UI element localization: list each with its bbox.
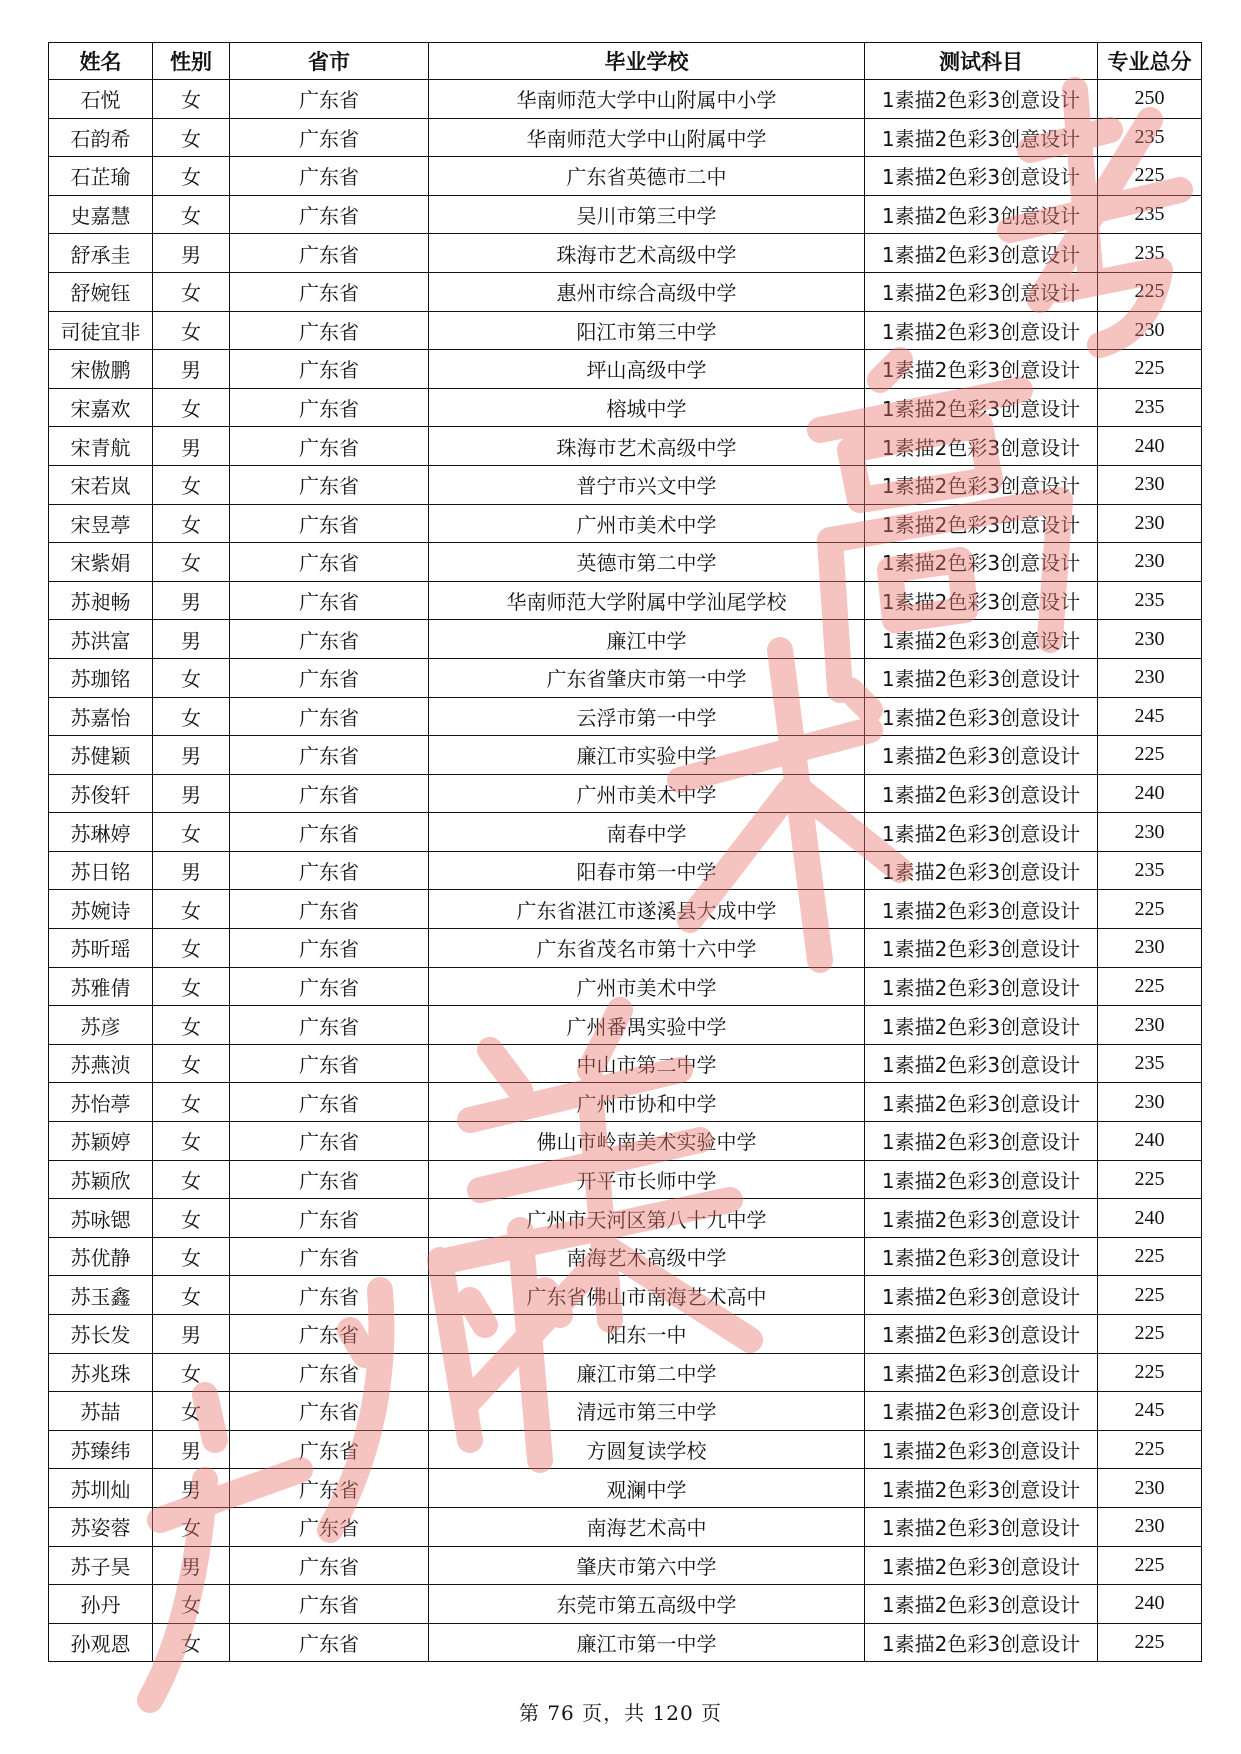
cell-name: 舒婉钰: [49, 272, 153, 311]
cell-province: 广东省: [230, 157, 429, 196]
table-row: [49, 1006, 1202, 1045]
cell-province: 广东省: [230, 1122, 429, 1161]
cell-province: 广东省: [230, 80, 429, 119]
cell-subjects: 1素描2色彩3创意设计: [865, 543, 1098, 582]
table-row: [49, 1507, 1202, 1546]
cell-subjects: 1素描2色彩3创意设计: [865, 1469, 1098, 1508]
cell-school: 南海艺术高级中学: [429, 1237, 865, 1276]
cell-total-score: 235: [1098, 234, 1202, 273]
cell-name: 苏雅倩: [49, 967, 153, 1006]
cell-province: 广东省: [230, 1430, 429, 1469]
cell-school: 普宁市兴文中学: [429, 465, 865, 504]
cell-subjects: 1素描2色彩3创意设计: [865, 1507, 1098, 1546]
cell-total-score: 230: [1098, 1469, 1202, 1508]
table-row: [49, 1199, 1202, 1238]
column-header-subjects: 测试科目: [865, 43, 1098, 80]
page-number: 第 76 页，共 120 页: [518, 1701, 723, 1725]
table-row: [49, 465, 1202, 504]
cell-school: 东莞市第五高级中学: [429, 1585, 865, 1624]
cell-name: 宋紫娟: [49, 543, 153, 582]
cell-school: 佛山市岭南美术实验中学: [429, 1122, 865, 1161]
cell-province: 广东省: [230, 427, 429, 466]
cell-school: 廉江中学: [429, 620, 865, 659]
cell-gender: 男: [153, 1315, 230, 1354]
cell-subjects: 1素描2色彩3创意设计: [865, 581, 1098, 620]
cell-name: 苏长发: [49, 1315, 153, 1354]
cell-province: 广东省: [230, 234, 429, 273]
cell-total-score: 225: [1098, 1237, 1202, 1276]
cell-total-score: 225: [1098, 272, 1202, 311]
cell-total-score: 225: [1098, 1546, 1202, 1585]
cell-school: 广州市美术中学: [429, 774, 865, 813]
cell-name: 苏颖婷: [49, 1122, 153, 1161]
cell-province: 广东省: [230, 543, 429, 582]
cell-province: 广东省: [230, 1276, 429, 1315]
cell-province: 广东省: [230, 851, 429, 890]
table-row: [49, 311, 1202, 350]
cell-gender: 女: [153, 504, 230, 543]
cell-subjects: 1素描2色彩3创意设计: [865, 929, 1098, 968]
table-header-row: [49, 43, 1202, 80]
cell-total-score: 235: [1098, 851, 1202, 890]
cell-name: 苏洪富: [49, 620, 153, 659]
table-row: [49, 157, 1202, 196]
table-row: [49, 350, 1202, 389]
cell-province: 广东省: [230, 967, 429, 1006]
cell-name: 苏健颖: [49, 736, 153, 775]
cell-gender: 女: [153, 1199, 230, 1238]
cell-total-score: 240: [1098, 1199, 1202, 1238]
cell-subjects: 1素描2色彩3创意设计: [865, 851, 1098, 890]
cell-total-score: 225: [1098, 890, 1202, 929]
cell-subjects: 1素描2色彩3创意设计: [865, 697, 1098, 736]
cell-name: 宋若岚: [49, 465, 153, 504]
cell-school: 吴川市第三中学: [429, 195, 865, 234]
cell-total-score: 235: [1098, 118, 1202, 157]
cell-school: 廉江市实验中学: [429, 736, 865, 775]
cell-total-score: 230: [1098, 311, 1202, 350]
score-table-container: [48, 42, 1201, 1662]
cell-gender: 女: [153, 1507, 230, 1546]
cell-province: 广东省: [230, 697, 429, 736]
cell-total-score: 225: [1098, 1276, 1202, 1315]
table-row: [49, 1623, 1202, 1662]
cell-name: 苏姿蓉: [49, 1507, 153, 1546]
cell-gender: 男: [153, 1469, 230, 1508]
cell-province: 广东省: [230, 1083, 429, 1122]
cell-school: 华南师范大学附属中学汕尾学校: [429, 581, 865, 620]
cell-gender: 男: [153, 736, 230, 775]
cell-gender: 男: [153, 427, 230, 466]
cell-school: 英德市第二中学: [429, 543, 865, 582]
cell-school: 中山市第二中学: [429, 1044, 865, 1083]
cell-total-score: 235: [1098, 1044, 1202, 1083]
cell-province: 广东省: [230, 1353, 429, 1392]
table-row: [49, 1585, 1202, 1624]
cell-gender: 女: [153, 1353, 230, 1392]
cell-province: 广东省: [230, 118, 429, 157]
cell-subjects: 1素描2色彩3创意设计: [865, 1430, 1098, 1469]
cell-school: 廉江市第一中学: [429, 1623, 865, 1662]
cell-gender: 女: [153, 465, 230, 504]
cell-province: 广东省: [230, 736, 429, 775]
cell-gender: 女: [153, 157, 230, 196]
cell-name: 苏昶畅: [49, 581, 153, 620]
cell-school: 榕城中学: [429, 388, 865, 427]
cell-total-score: 235: [1098, 581, 1202, 620]
cell-subjects: 1素描2色彩3创意设计: [865, 1315, 1098, 1354]
cell-name: 苏优静: [49, 1237, 153, 1276]
table-row: [49, 1237, 1202, 1276]
cell-subjects: 1素描2色彩3创意设计: [865, 620, 1098, 659]
column-header-name: 姓名: [49, 43, 153, 80]
cell-province: 广东省: [230, 581, 429, 620]
cell-subjects: 1素描2色彩3创意设计: [865, 967, 1098, 1006]
table-row: [49, 1392, 1202, 1431]
cell-gender: 男: [153, 1546, 230, 1585]
cell-total-score: 230: [1098, 543, 1202, 582]
cell-province: 广东省: [230, 1160, 429, 1199]
cell-gender: 女: [153, 890, 230, 929]
cell-subjects: 1素描2色彩3创意设计: [865, 388, 1098, 427]
cell-school: 观澜中学: [429, 1469, 865, 1508]
cell-name: 苏嘉怡: [49, 697, 153, 736]
cell-subjects: 1素描2色彩3创意设计: [865, 272, 1098, 311]
table-row: [49, 1315, 1202, 1354]
cell-name: 苏婉诗: [49, 890, 153, 929]
score-table: [48, 42, 1202, 1662]
cell-name: 苏怡葶: [49, 1083, 153, 1122]
cell-school: 华南师范大学中山附属中小学: [429, 80, 865, 119]
cell-province: 广东省: [230, 1546, 429, 1585]
cell-gender: 女: [153, 929, 230, 968]
cell-name: 苏咏锶: [49, 1199, 153, 1238]
cell-school: 广东省英德市二中: [429, 157, 865, 196]
cell-gender: 女: [153, 967, 230, 1006]
cell-total-score: 235: [1098, 388, 1202, 427]
cell-school: 珠海市艺术高级中学: [429, 427, 865, 466]
cell-gender: 男: [153, 620, 230, 659]
cell-subjects: 1素描2色彩3创意设计: [865, 1237, 1098, 1276]
table-row: [49, 1122, 1202, 1161]
cell-total-score: 225: [1098, 1353, 1202, 1392]
table-row: [49, 234, 1202, 273]
cell-subjects: 1素描2色彩3创意设计: [865, 195, 1098, 234]
cell-total-score: 225: [1098, 1315, 1202, 1354]
cell-province: 广东省: [230, 1469, 429, 1508]
cell-total-score: 230: [1098, 620, 1202, 659]
cell-total-score: 225: [1098, 1430, 1202, 1469]
cell-name: 史嘉慧: [49, 195, 153, 234]
cell-school: 广州市美术中学: [429, 967, 865, 1006]
cell-total-score: 225: [1098, 1160, 1202, 1199]
table-row: [49, 543, 1202, 582]
column-header-school: 毕业学校: [429, 43, 865, 80]
cell-gender: 女: [153, 272, 230, 311]
cell-school: 廉江市第二中学: [429, 1353, 865, 1392]
table-row: [49, 80, 1202, 119]
table-row: [49, 851, 1202, 890]
cell-subjects: 1素描2色彩3创意设计: [865, 1199, 1098, 1238]
cell-total-score: 250: [1098, 80, 1202, 119]
cell-subjects: 1素描2色彩3创意设计: [865, 350, 1098, 389]
cell-province: 广东省: [230, 350, 429, 389]
cell-total-score: 225: [1098, 1623, 1202, 1662]
cell-subjects: 1素描2色彩3创意设计: [865, 658, 1098, 697]
cell-subjects: 1素描2色彩3创意设计: [865, 890, 1098, 929]
cell-total-score: 240: [1098, 1585, 1202, 1624]
cell-total-score: 230: [1098, 465, 1202, 504]
cell-subjects: 1素描2色彩3创意设计: [865, 774, 1098, 813]
cell-province: 广东省: [230, 465, 429, 504]
table-row: [49, 890, 1202, 929]
cell-gender: 女: [153, 1276, 230, 1315]
cell-subjects: 1素描2色彩3创意设计: [865, 813, 1098, 852]
cell-subjects: 1素描2色彩3创意设计: [865, 1546, 1098, 1585]
table-row: [49, 774, 1202, 813]
cell-name: 苏子昊: [49, 1546, 153, 1585]
cell-name: 石韵希: [49, 118, 153, 157]
cell-subjects: 1素描2色彩3创意设计: [865, 1044, 1098, 1083]
table-row: [49, 967, 1202, 1006]
table-row: [49, 272, 1202, 311]
cell-total-score: 245: [1098, 1392, 1202, 1431]
cell-name: 宋傲鹏: [49, 350, 153, 389]
cell-province: 广东省: [230, 1199, 429, 1238]
cell-name: 司徒宜非: [49, 311, 153, 350]
column-header-province: 省市: [230, 43, 429, 80]
cell-subjects: 1素描2色彩3创意设计: [865, 465, 1098, 504]
cell-gender: 女: [153, 1006, 230, 1045]
cell-province: 广东省: [230, 388, 429, 427]
cell-name: 苏日铭: [49, 851, 153, 890]
cell-name: 苏琳婷: [49, 813, 153, 852]
cell-total-score: 240: [1098, 427, 1202, 466]
table-row: [49, 427, 1202, 466]
cell-school: 广州市美术中学: [429, 504, 865, 543]
cell-name: 苏俊轩: [49, 774, 153, 813]
cell-province: 广东省: [230, 774, 429, 813]
cell-total-score: 230: [1098, 1083, 1202, 1122]
table-row: [49, 658, 1202, 697]
cell-province: 广东省: [230, 890, 429, 929]
cell-gender: 女: [153, 1237, 230, 1276]
cell-name: 孙观恩: [49, 1623, 153, 1662]
table-row: [49, 620, 1202, 659]
table-row: [49, 736, 1202, 775]
cell-gender: 女: [153, 1083, 230, 1122]
cell-subjects: 1素描2色彩3创意设计: [865, 1276, 1098, 1315]
cell-subjects: 1素描2色彩3创意设计: [865, 1122, 1098, 1161]
cell-subjects: 1素描2色彩3创意设计: [865, 311, 1098, 350]
table-row: [49, 118, 1202, 157]
cell-gender: 女: [153, 118, 230, 157]
cell-name: 宋嘉欢: [49, 388, 153, 427]
cell-school: 广州番禺实验中学: [429, 1006, 865, 1045]
cell-school: 肇庆市第六中学: [429, 1546, 865, 1585]
cell-province: 广东省: [230, 658, 429, 697]
cell-subjects: 1素描2色彩3创意设计: [865, 1160, 1098, 1199]
table-body: [49, 80, 1202, 1662]
cell-gender: 女: [153, 1623, 230, 1662]
cell-name: 苏玉鑫: [49, 1276, 153, 1315]
cell-total-score: 245: [1098, 697, 1202, 736]
cell-subjects: 1素描2色彩3创意设计: [865, 1585, 1098, 1624]
table-row: [49, 1546, 1202, 1585]
cell-subjects: 1素描2色彩3创意设计: [865, 1006, 1098, 1045]
cell-gender: 女: [153, 543, 230, 582]
cell-subjects: 1素描2色彩3创意设计: [865, 1623, 1098, 1662]
cell-province: 广东省: [230, 1392, 429, 1431]
cell-school: 阳春市第一中学: [429, 851, 865, 890]
cell-total-score: 240: [1098, 1122, 1202, 1161]
cell-school: 开平市长师中学: [429, 1160, 865, 1199]
cell-school: 方圆复读学校: [429, 1430, 865, 1469]
cell-gender: 男: [153, 1430, 230, 1469]
cell-name: 苏彦: [49, 1006, 153, 1045]
cell-province: 广东省: [230, 1006, 429, 1045]
table-row: [49, 1083, 1202, 1122]
cell-name: 苏珈铭: [49, 658, 153, 697]
cell-province: 广东省: [230, 1507, 429, 1546]
cell-school: 珠海市艺术高级中学: [429, 234, 865, 273]
cell-name: 苏臻纬: [49, 1430, 153, 1469]
table-row: [49, 388, 1202, 427]
table-row: [49, 813, 1202, 852]
cell-total-score: 225: [1098, 967, 1202, 1006]
table-row: [49, 697, 1202, 736]
table-row: [49, 581, 1202, 620]
cell-gender: 女: [153, 311, 230, 350]
cell-name: 舒承圭: [49, 234, 153, 273]
cell-school: 广东省茂名市第十六中学: [429, 929, 865, 968]
cell-subjects: 1素描2色彩3创意设计: [865, 234, 1098, 273]
cell-gender: 女: [153, 658, 230, 697]
cell-gender: 女: [153, 813, 230, 852]
cell-subjects: 1素描2色彩3创意设计: [865, 736, 1098, 775]
cell-province: 广东省: [230, 504, 429, 543]
cell-gender: 女: [153, 195, 230, 234]
cell-subjects: 1素描2色彩3创意设计: [865, 118, 1098, 157]
cell-province: 广东省: [230, 1623, 429, 1662]
cell-school: 清远市第三中学: [429, 1392, 865, 1431]
cell-school: 阳江市第三中学: [429, 311, 865, 350]
cell-school: 云浮市第一中学: [429, 697, 865, 736]
cell-province: 广东省: [230, 311, 429, 350]
cell-total-score: 230: [1098, 1507, 1202, 1546]
table-row: [49, 504, 1202, 543]
cell-school: 广东省肇庆市第一中学: [429, 658, 865, 697]
cell-total-score: 225: [1098, 157, 1202, 196]
cell-name: 宋青航: [49, 427, 153, 466]
cell-province: 广东省: [230, 195, 429, 234]
cell-province: 广东省: [230, 1585, 429, 1624]
cell-name: 宋昱葶: [49, 504, 153, 543]
cell-name: 苏颖欣: [49, 1160, 153, 1199]
cell-gender: 女: [153, 1392, 230, 1431]
cell-gender: 女: [153, 1044, 230, 1083]
table-row: [49, 1353, 1202, 1392]
cell-name: 苏昕瑶: [49, 929, 153, 968]
column-header-total-score: 专业总分: [1098, 43, 1202, 80]
cell-gender: 男: [153, 234, 230, 273]
cell-name: 苏喆: [49, 1392, 153, 1431]
cell-name: 苏圳灿: [49, 1469, 153, 1508]
cell-province: 广东省: [230, 813, 429, 852]
cell-gender: 女: [153, 697, 230, 736]
cell-total-score: 230: [1098, 813, 1202, 852]
cell-gender: 女: [153, 388, 230, 427]
cell-total-score: 235: [1098, 195, 1202, 234]
cell-school: 广东省湛江市遂溪县大成中学: [429, 890, 865, 929]
cell-subjects: 1素描2色彩3创意设计: [865, 1083, 1098, 1122]
cell-subjects: 1素描2色彩3创意设计: [865, 80, 1098, 119]
cell-school: 广州市协和中学: [429, 1083, 865, 1122]
table-row: [49, 1044, 1202, 1083]
cell-gender: 女: [153, 1122, 230, 1161]
cell-total-score: 230: [1098, 658, 1202, 697]
cell-province: 广东省: [230, 1315, 429, 1354]
cell-subjects: 1素描2色彩3创意设计: [865, 1353, 1098, 1392]
cell-gender: 女: [153, 1585, 230, 1624]
cell-total-score: 230: [1098, 1006, 1202, 1045]
cell-total-score: 225: [1098, 736, 1202, 775]
cell-province: 广东省: [230, 620, 429, 659]
cell-gender: 女: [153, 1160, 230, 1199]
cell-gender: 男: [153, 350, 230, 389]
cell-gender: 男: [153, 851, 230, 890]
cell-subjects: 1素描2色彩3创意设计: [865, 504, 1098, 543]
cell-province: 广东省: [230, 1237, 429, 1276]
cell-total-score: 240: [1098, 774, 1202, 813]
cell-school: 惠州市综合高级中学: [429, 272, 865, 311]
cell-name: 石悦: [49, 80, 153, 119]
cell-gender: 男: [153, 581, 230, 620]
cell-gender: 女: [153, 80, 230, 119]
cell-school: 南春中学: [429, 813, 865, 852]
table-row: [49, 1160, 1202, 1199]
cell-subjects: 1素描2色彩3创意设计: [865, 1392, 1098, 1431]
table-row: [49, 1430, 1202, 1469]
cell-province: 广东省: [230, 1044, 429, 1083]
table-row: [49, 195, 1202, 234]
table-row: [49, 929, 1202, 968]
cell-subjects: 1素描2色彩3创意设计: [865, 427, 1098, 466]
cell-gender: 男: [153, 774, 230, 813]
cell-school: 华南师范大学中山附属中学: [429, 118, 865, 157]
column-header-gender: 性别: [153, 43, 230, 80]
cell-subjects: 1素描2色彩3创意设计: [865, 157, 1098, 196]
cell-total-score: 230: [1098, 929, 1202, 968]
cell-school: 南海艺术高中: [429, 1507, 865, 1546]
cell-total-score: 230: [1098, 504, 1202, 543]
table-row: [49, 1469, 1202, 1508]
cell-school: 坪山高级中学: [429, 350, 865, 389]
cell-school: 阳东一中: [429, 1315, 865, 1354]
cell-school: 广州市天河区第八十九中学: [429, 1199, 865, 1238]
cell-name: 苏燕浈: [49, 1044, 153, 1083]
cell-total-score: 225: [1098, 350, 1202, 389]
cell-name: 孙丹: [49, 1585, 153, 1624]
cell-province: 广东省: [230, 929, 429, 968]
cell-school: 广东省佛山市南海艺术高中: [429, 1276, 865, 1315]
cell-name: 苏兆珠: [49, 1353, 153, 1392]
cell-province: 广东省: [230, 272, 429, 311]
cell-name: 石芷瑜: [49, 157, 153, 196]
table-row: [49, 1276, 1202, 1315]
